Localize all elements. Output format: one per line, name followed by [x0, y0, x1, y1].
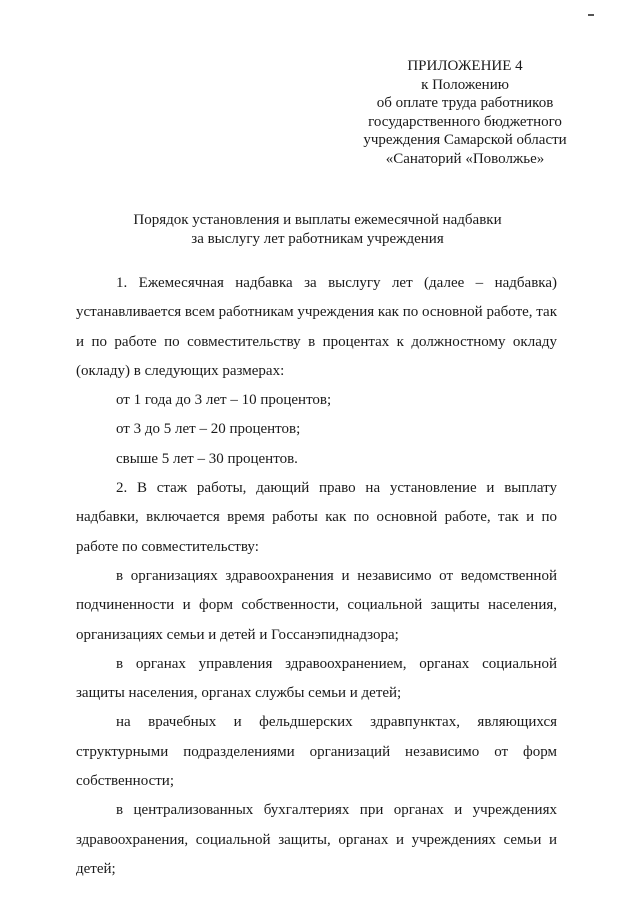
paragraph-6: в организациях здравоохранения и независимо от ведомственной подчиненности и форм собственности, социальной защиты населения, организациях семьи и детей и Госсанэпиднадзора;	[76, 567, 557, 643]
appendix-line: «Санаторий «Поволжье»	[385, 150, 545, 167]
appendix-line: об оплате труда работников	[376, 95, 554, 112]
paragraph-7: в органах управления здравоохранением, органах социальной защиты населения, органах службы семьи и детей;	[76, 655, 557, 702]
scan-mark	[588, 14, 594, 16]
paragraph-9: в централизованных бухгалтериях при органах и учреждениях здравоохранения, социальной защиты, органах и учреждениях семьи и детей;	[76, 802, 557, 877]
document-body	[76, 269, 557, 884]
paragraph-4: свыше 5 лет – 30 процентов.	[116, 450, 298, 467]
appendix-line: к Положению	[421, 76, 509, 93]
appendix-header	[330, 57, 600, 169]
appendix-line: государственного бюджетного	[368, 113, 562, 130]
paragraph-1: 1. Ежемесячная надбавка за выслугу лет (далее – надбавка) устанавливается всем работникам учреждения как по основной работе, так и по работе по совместительству в процентах к должностному окладу (окладу) в следующих размерах:	[76, 275, 557, 379]
appendix-line: учреждения Самарской области	[363, 132, 567, 149]
appendix-line: ПРИЛОЖЕНИЕ 4	[407, 58, 523, 74]
paragraph-3: от 3 до 5 лет – 20 процентов;	[116, 421, 301, 438]
title-line: за выслугу лет работникам учреждения	[191, 231, 444, 247]
paragraph-8-line-3: собственности;	[76, 773, 174, 790]
document-title	[70, 211, 565, 249]
paragraph-5: 2. В стаж работы, дающий право на установление и выплату надбавки, включается время работы как по основной работе, так и по работе по совместительству:	[76, 480, 557, 555]
title-line: Порядок установления и выплаты ежемесячной надбавки	[133, 212, 502, 228]
paragraph-8-line-2: структурными подразделениями организаций независимо от форм	[76, 743, 557, 760]
paragraph-2: от 1 года до 3 лет – 10 процентов;	[116, 392, 332, 409]
paragraph-8-line-1: на врачебных и фельдшерских здравпунктах, являющихся	[116, 714, 557, 731]
